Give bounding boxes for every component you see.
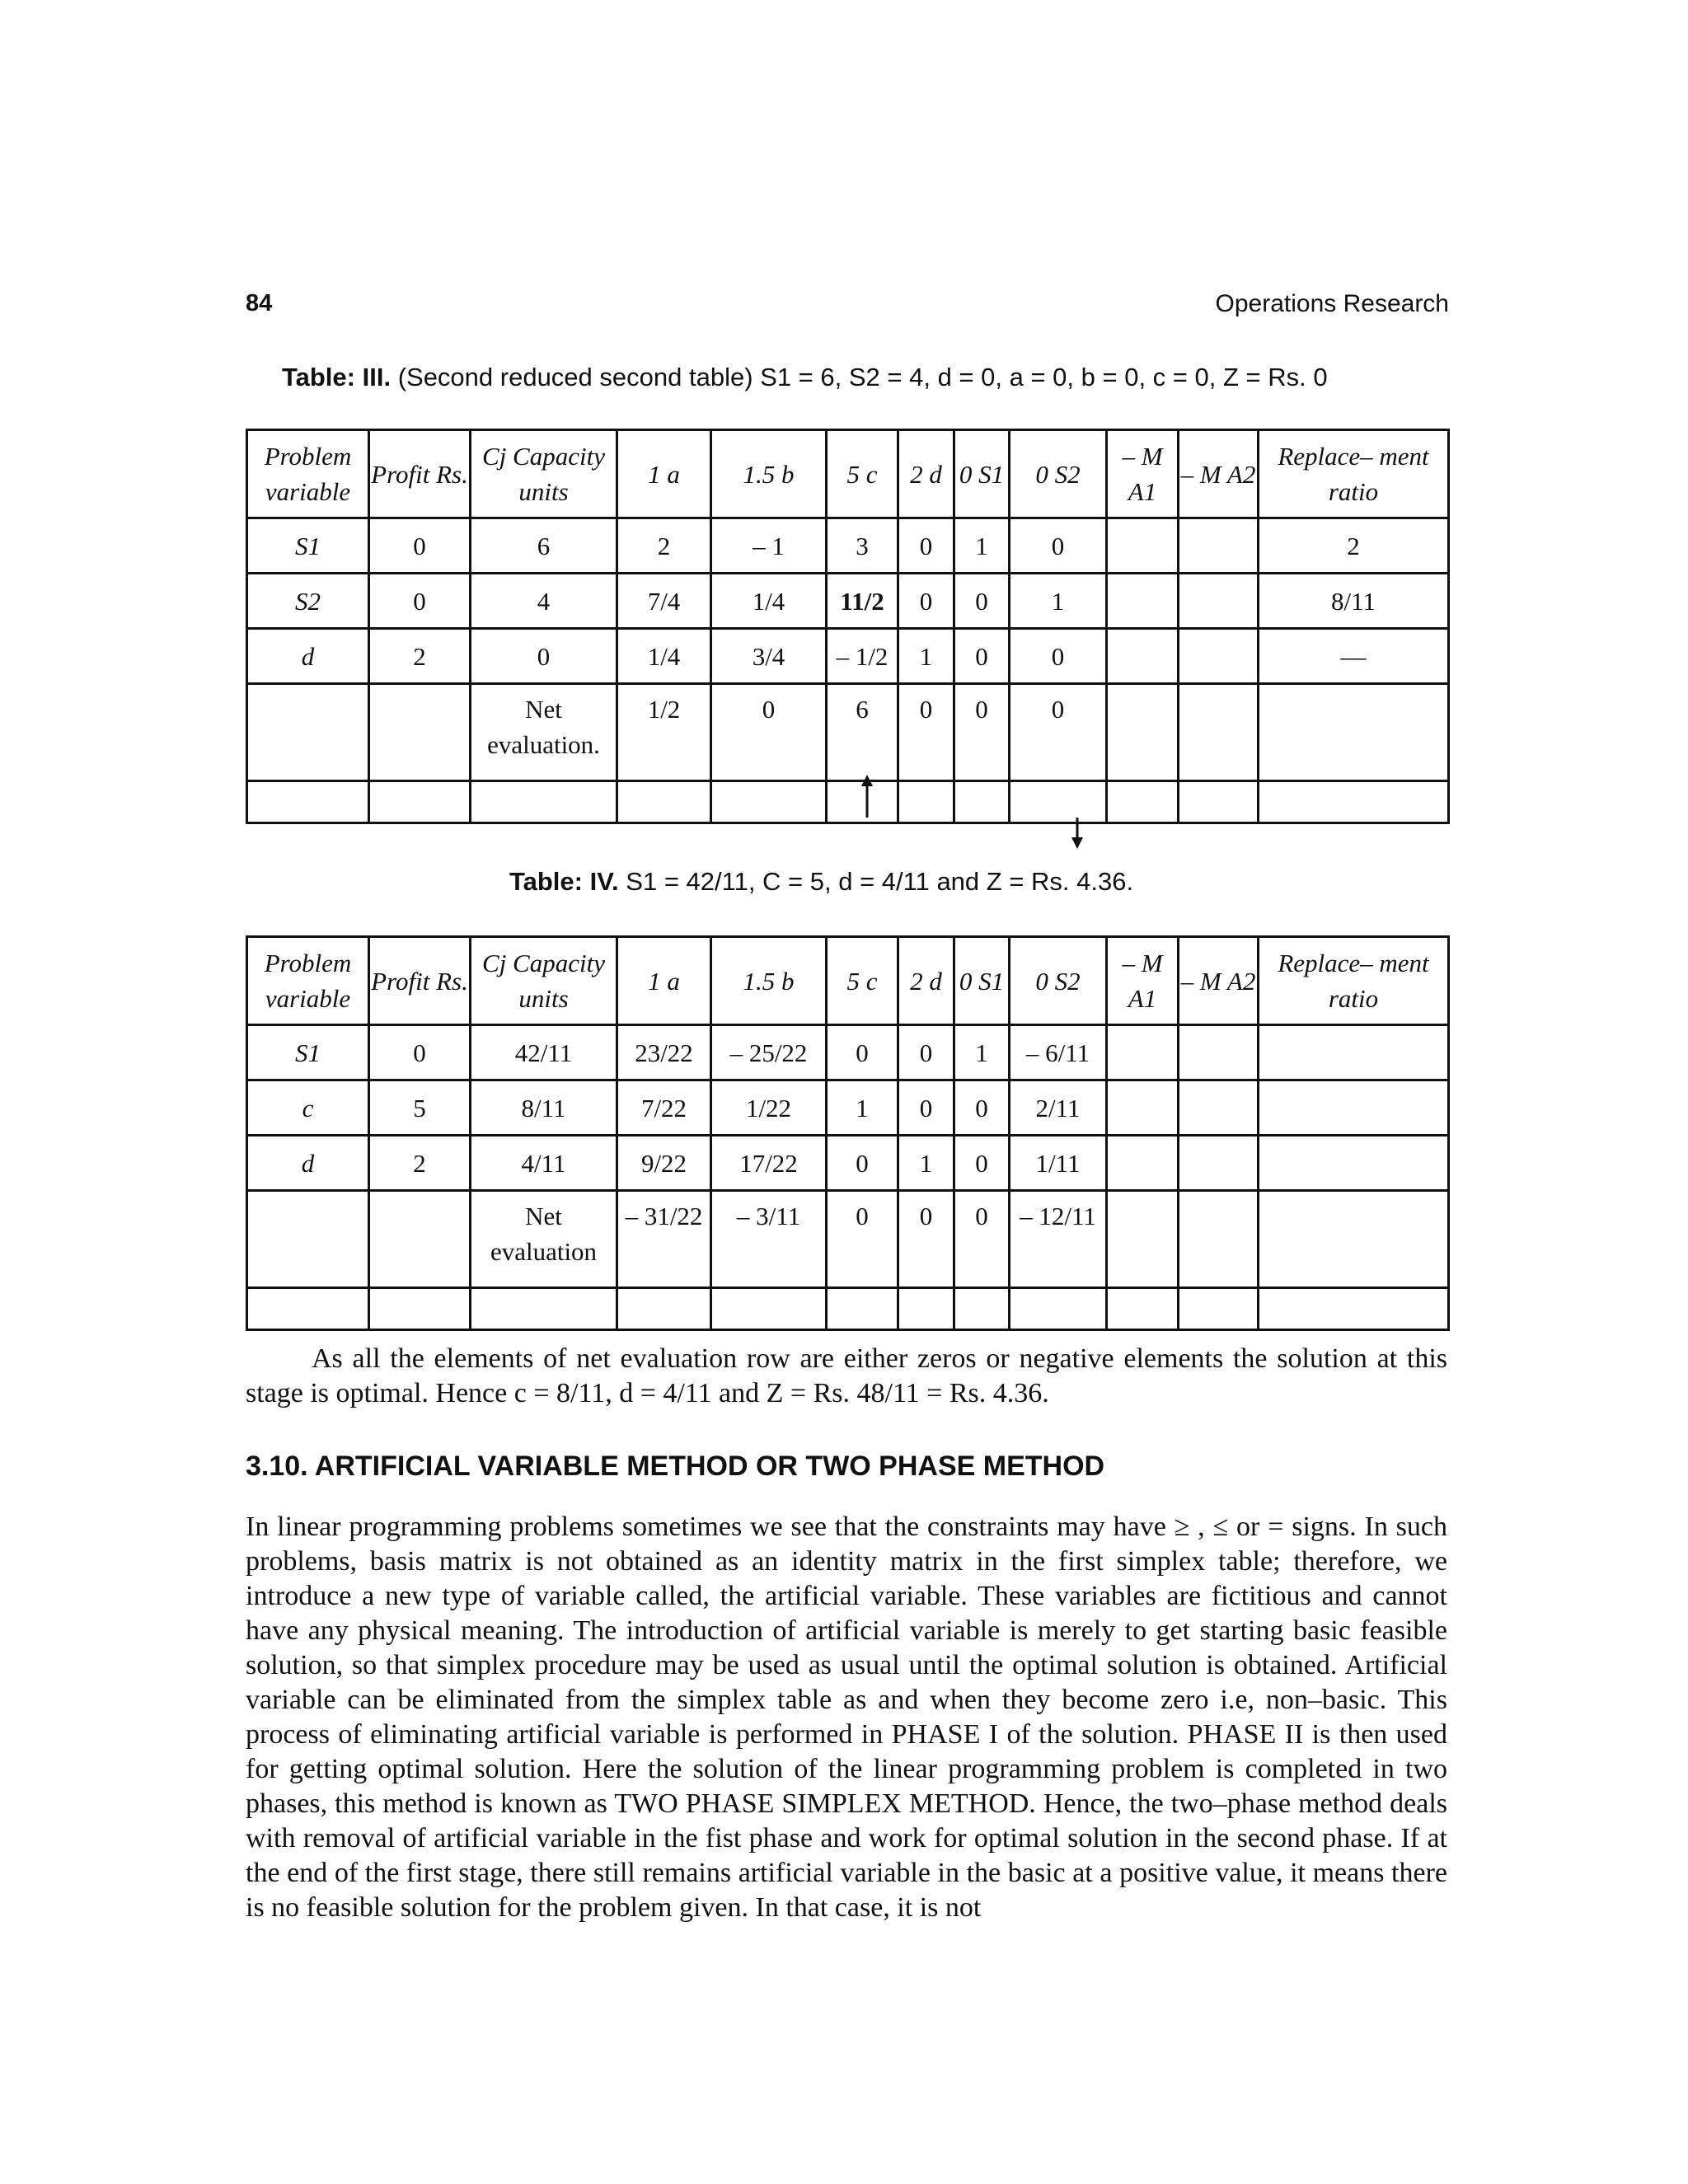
table-cell [1107, 574, 1179, 629]
table-cell [1259, 1025, 1449, 1080]
running-header-title: Operations Research [1215, 290, 1449, 317]
net-evaluation-row [247, 1191, 1449, 1288]
table-cell: 1/4 [711, 574, 827, 629]
table-header-row [247, 430, 1449, 518]
header-cell: Problem variable [247, 430, 369, 518]
table-3-caption-text: (Second reduced second table) S1 = 6, S2 = 4, d = 0, a = 0, b = 0, c = 0, Z = Rs. 0 [397, 363, 1328, 391]
table-cell [1107, 629, 1179, 684]
header-cell: 1.5 b [711, 937, 827, 1025]
header-cell: – M A2 [1179, 430, 1259, 518]
header-cell: Problem variable [247, 937, 369, 1025]
table-cell: 1 [898, 1136, 954, 1191]
header-cell: Replace– ment ratio [1259, 937, 1449, 1025]
table-cell: 0 [1010, 629, 1107, 684]
header-cell: 0 S2 [1010, 430, 1107, 518]
basis-variable-cell: c [247, 1080, 369, 1136]
net-evaluation-label: Net evaluation. [471, 684, 617, 781]
table-4-caption [509, 867, 1133, 897]
table-cell: 6 [471, 518, 617, 574]
table-cell [1259, 684, 1449, 781]
table-cell: 0 [1010, 518, 1107, 574]
empty-row [247, 781, 1449, 823]
table-cell [1179, 629, 1259, 684]
table-cell: 0 [827, 1025, 898, 1080]
table-header-row [247, 937, 1449, 1025]
table-cell [1259, 1080, 1449, 1136]
table-cell: 17/22 [711, 1136, 827, 1191]
table-cell [1179, 1191, 1259, 1288]
table-3-caption-label: Table: III. [282, 363, 392, 391]
table-cell: 9/22 [617, 1136, 711, 1191]
table-row [247, 1025, 1449, 1080]
table-cell [369, 684, 471, 781]
table-cell: — [1259, 629, 1449, 684]
table-cell: 2 [369, 629, 471, 684]
table-cell [1259, 1191, 1449, 1288]
header-cell: 5 c [827, 937, 898, 1025]
table-row [247, 518, 1449, 574]
table-cell: 8/11 [1259, 574, 1449, 629]
net-evaluation-row [247, 684, 1449, 781]
table-cell [1179, 1025, 1259, 1080]
table-row [247, 1136, 1449, 1191]
header-cell: 2 d [898, 937, 954, 1025]
table-cell: 6 [827, 684, 898, 781]
header-cell: – M A1 [1107, 937, 1179, 1025]
simplex-table-3 [246, 429, 1450, 824]
header-cell: Profit Rs. [369, 430, 471, 518]
table-cell: 3/4 [711, 629, 827, 684]
table-cell: 7/4 [617, 574, 711, 629]
table-cell: – 3/11 [711, 1191, 827, 1288]
header-cell: Replace– ment ratio [1259, 430, 1449, 518]
table-cell [1107, 684, 1179, 781]
table-cell: 0 [898, 1025, 954, 1080]
simplex-table-4 [246, 935, 1450, 1331]
header-cell: 1 a [617, 937, 711, 1025]
header-cell: 1.5 b [711, 430, 827, 518]
table-cell [247, 684, 369, 781]
table-cell: 8/11 [471, 1080, 617, 1136]
header-cell: 0 S2 [1010, 937, 1107, 1025]
table-cell [1179, 518, 1259, 574]
header-cell: – M A1 [1107, 430, 1179, 518]
table-cell: 0 [471, 629, 617, 684]
conclusion-paragraph: As all the elements of net evaluation row are either zeros or negative elements the solution at this stage is optimal. Hence c = 8/11, d = 4/11 and Z = Rs. 48/11 = Rs. 4.36. [246, 1343, 1447, 1408]
table-cell: 0 [954, 1191, 1010, 1288]
page-number: 84 [246, 290, 273, 316]
table-cell: 0 [1010, 684, 1107, 781]
table-cell: 0 [954, 574, 1010, 629]
table-cell: 0 [898, 684, 954, 781]
table-4-caption-label: Table: IV. [509, 867, 619, 896]
table-cell [1107, 518, 1179, 574]
table-cell: 1 [954, 518, 1010, 574]
table-cell: – 6/11 [1010, 1025, 1107, 1080]
basis-variable-cell: S1 [247, 518, 369, 574]
table-cell [1259, 1136, 1449, 1191]
table-cell: 1/2 [617, 684, 711, 781]
table-cell: 2 [617, 518, 711, 574]
table-cell: 1/11 [1010, 1136, 1107, 1191]
table-cell: 3 [827, 518, 898, 574]
table-cell: – 12/11 [1010, 1191, 1107, 1288]
table-cell: 0 [898, 574, 954, 629]
table-cell [1179, 1080, 1259, 1136]
net-evaluation-label: Net evaluation [471, 1191, 617, 1288]
header-cell: 5 c [827, 430, 898, 518]
table-cell: 0 [369, 574, 471, 629]
table-cell: 0 [954, 1136, 1010, 1191]
table-cell: 2 [1259, 518, 1449, 574]
table-cell: 0 [827, 1136, 898, 1191]
table-cell: – 1/2 [827, 629, 898, 684]
table-cell: 4/11 [471, 1136, 617, 1191]
table-cell: 0 [827, 1191, 898, 1288]
table-3-caption [282, 363, 1328, 392]
table-cell [369, 1191, 471, 1288]
table-cell: 1 [827, 1080, 898, 1136]
table-cell: 0 [369, 518, 471, 574]
empty-row [247, 1288, 1449, 1330]
table-cell [1107, 1025, 1179, 1080]
table-cell: 42/11 [471, 1025, 617, 1080]
table-cell [1179, 684, 1259, 781]
table-cell: 4 [471, 574, 617, 629]
header-cell: Profit Rs. [369, 937, 471, 1025]
table-cell: 1 [1010, 574, 1107, 629]
table-cell [247, 1191, 369, 1288]
basis-variable-cell: S1 [247, 1025, 369, 1080]
leaving-row-arrow-icon [1069, 818, 1085, 849]
basis-variable-cell: d [247, 629, 369, 684]
table-row [247, 574, 1449, 629]
table-cell [1107, 1080, 1179, 1136]
basis-variable-cell: S2 [247, 574, 369, 629]
table-cell: 1/4 [617, 629, 711, 684]
table-cell: 0 [898, 1080, 954, 1136]
table-cell: 0 [898, 1191, 954, 1288]
header-cell: – M A2 [1179, 937, 1259, 1025]
table-cell: – 1 [711, 518, 827, 574]
table-cell: 0 [898, 518, 954, 574]
table-cell: 2 [369, 1136, 471, 1191]
table-4-caption-text: S1 = 42/11, C = 5, d = 4/11 and Z = Rs. 4.36. [626, 867, 1134, 896]
section-heading: 3.10. ARTIFICIAL VARIABLE METHOD OR TWO PHASE METHOD [246, 1451, 1105, 1482]
table-row [247, 629, 1449, 684]
table-row [247, 1080, 1449, 1136]
header-cell: Cj Capacity units [471, 430, 617, 518]
table-cell: 2/11 [1010, 1080, 1107, 1136]
table-cell [1107, 1191, 1179, 1288]
table-cell: 0 [954, 1080, 1010, 1136]
table-cell: 23/22 [617, 1025, 711, 1080]
header-cell: 0 S1 [954, 430, 1010, 518]
table-cell [1107, 1136, 1179, 1191]
table-cell: 1 [954, 1025, 1010, 1080]
entering-column-arrow-icon [859, 775, 875, 818]
table-cell: – 25/22 [711, 1025, 827, 1080]
table-cell: 1 [898, 629, 954, 684]
table-cell: 7/22 [617, 1080, 711, 1136]
table-cell: 0 [369, 1025, 471, 1080]
basis-variable-cell: d [247, 1136, 369, 1191]
table-cell: 5 [369, 1080, 471, 1136]
table-cell: 0 [954, 684, 1010, 781]
table-cell: 0 [954, 629, 1010, 684]
table-cell: 0 [711, 684, 827, 781]
table-cell [1179, 1136, 1259, 1191]
table-cell [1179, 574, 1259, 629]
header-cell: 0 S1 [954, 937, 1010, 1025]
header-cell: 1 a [617, 430, 711, 518]
pivot-element-cell: 11/2 [827, 574, 898, 629]
header-cell: Cj Capacity units [471, 937, 617, 1025]
table-cell: 1/22 [711, 1080, 827, 1136]
body-paragraph: In linear programming problems sometimes we see that the constraints may have ≥ , ≤ or = signs. In such problems, basis matrix is not obtained as an identity matrix in the first simplex table; therefore, we introduce a new type of variable called, the artificial variable. These variables are fictitious and cannot have any physical meaning. The introduction of artificial variable is merely to get starting basic feasible solution, so that simplex procedure may be used as usual until the optimal solution is obtained. Artificial variable can be eliminated from the simplex table as and when they become zero i.e, non–basic. This process of eliminating artificial variable is performed in PHASE I of the solution. PHASE II is then used for getting optimal solution. Here the solution of the linear programming problem is completed in two phases, this method is known as TWO PHASE SIMPLEX METHOD. Hence, the two–phase method deals with removal of artificial variable in the fist phase and work for optimal solution in the second phase. If at the end of the first stage, there still remains artificial variable in the basic at a positive value, it means there is no feasible solution for the problem given. In that case, it is not [246, 1511, 1447, 1923]
header-cell: 2 d [898, 430, 954, 518]
table-cell: – 31/22 [617, 1191, 711, 1288]
